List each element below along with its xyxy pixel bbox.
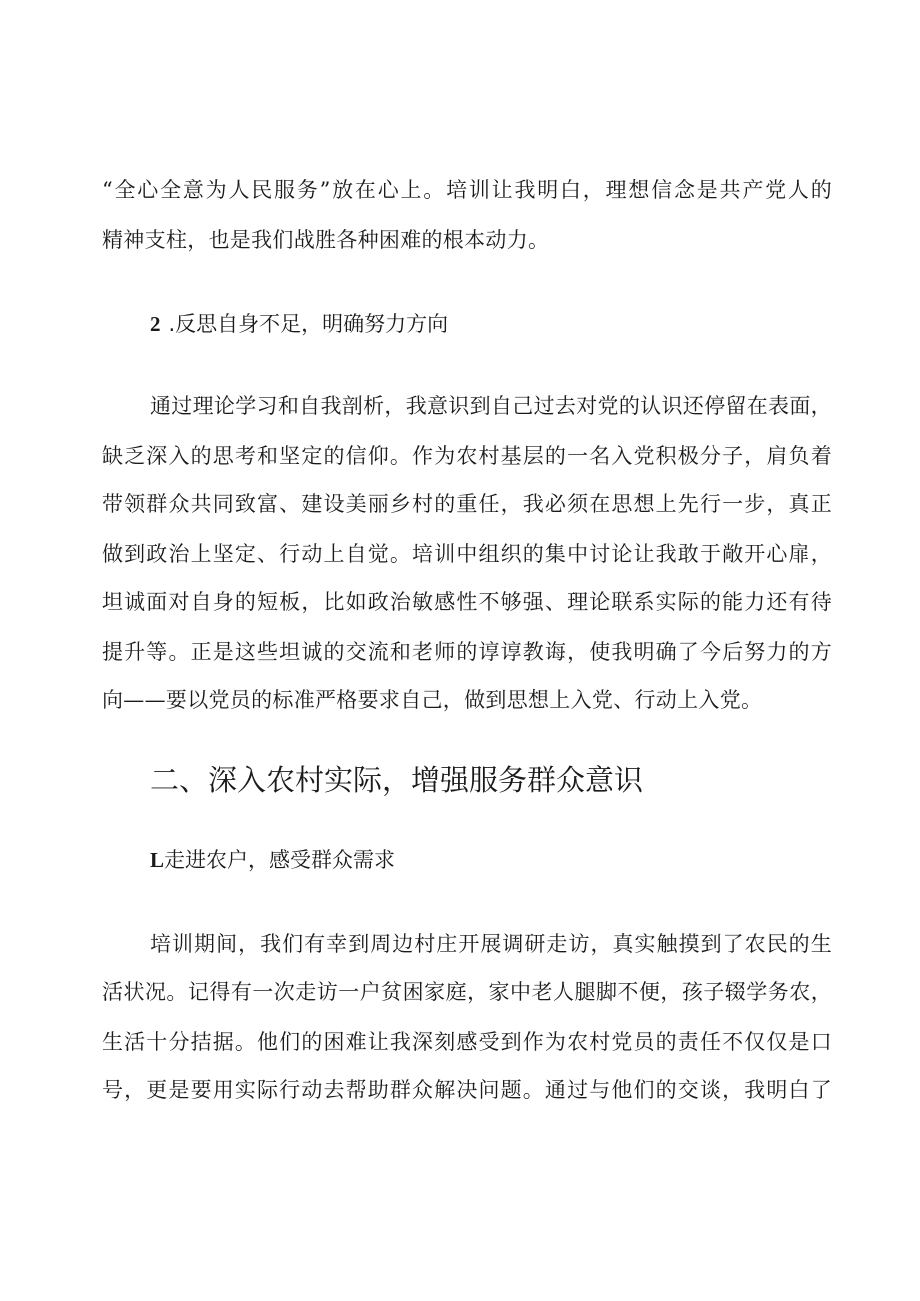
- paragraph-line: 带领群众共同致富、建设美丽乡村的重任，我必须在思想上先行一步，真正: [102, 492, 832, 516]
- paragraph-line: 缺乏深入的思考和坚定的信仰。作为农村基层的一名入党积极分子，肩负着: [102, 444, 832, 468]
- section-heading-number: 2: [150, 312, 161, 336]
- paragraph-line: 生活十分拮据。他们的困难让我深刻感受到作为农村党员的责任不仅仅是口: [102, 1030, 832, 1054]
- paragraph-line: 向——要以党员的标准严格要求自己，做到思想上入党、行动上入党。: [102, 688, 763, 712]
- section-heading-title: 走进农户，感受群众需求: [164, 848, 396, 872]
- section-heading-title: .反思自身不足，明确努力方向: [168, 312, 449, 336]
- paragraph-line: 做到政治上坚定、行动上自觉。培训中组织的集中讨论让我敢于敞开心扉，: [102, 542, 832, 566]
- paragraph-line: 通过理论学习和自我剖析，我意识到自己过去对党的认识还停留在表面，: [150, 394, 832, 418]
- paragraph-line: 活状况。记得有一次走访一户贫困家庭，家中老人腿脚不便，孩子辍学务农，: [102, 980, 832, 1004]
- paragraph-line: 提升等。正是这些坦诚的交流和老师的谆谆教诲，使我明确了今后努力的方: [102, 640, 832, 664]
- section-heading-number: L: [150, 848, 165, 872]
- paragraph-line: 坦诚面对自身的短板，比如政治敏感性不够强、理论联系实际的能力还有待: [102, 590, 832, 614]
- paragraph-line: 号，更是要用实际行动去帮助群众解决问题。通过与他们的交谈，我明白了: [102, 1078, 832, 1102]
- section-heading-2: 二、深入农村实际，增强服务群众意识: [150, 763, 644, 797]
- intro-line-1: “全心全意为人民服务”放在心上。培训让我明白，理想信念是共产党人的: [102, 178, 832, 202]
- paragraph-line: 培训期间，我们有幸到周边村庄开展调研走访，真实触摸到了农民的生: [150, 932, 832, 956]
- intro-line-2: 精神支柱，也是我们战胜各种困难的根本动力。: [102, 228, 550, 252]
- section-heading-1-2: [150, 308, 448, 340]
- section-heading-2-1: [150, 844, 395, 876]
